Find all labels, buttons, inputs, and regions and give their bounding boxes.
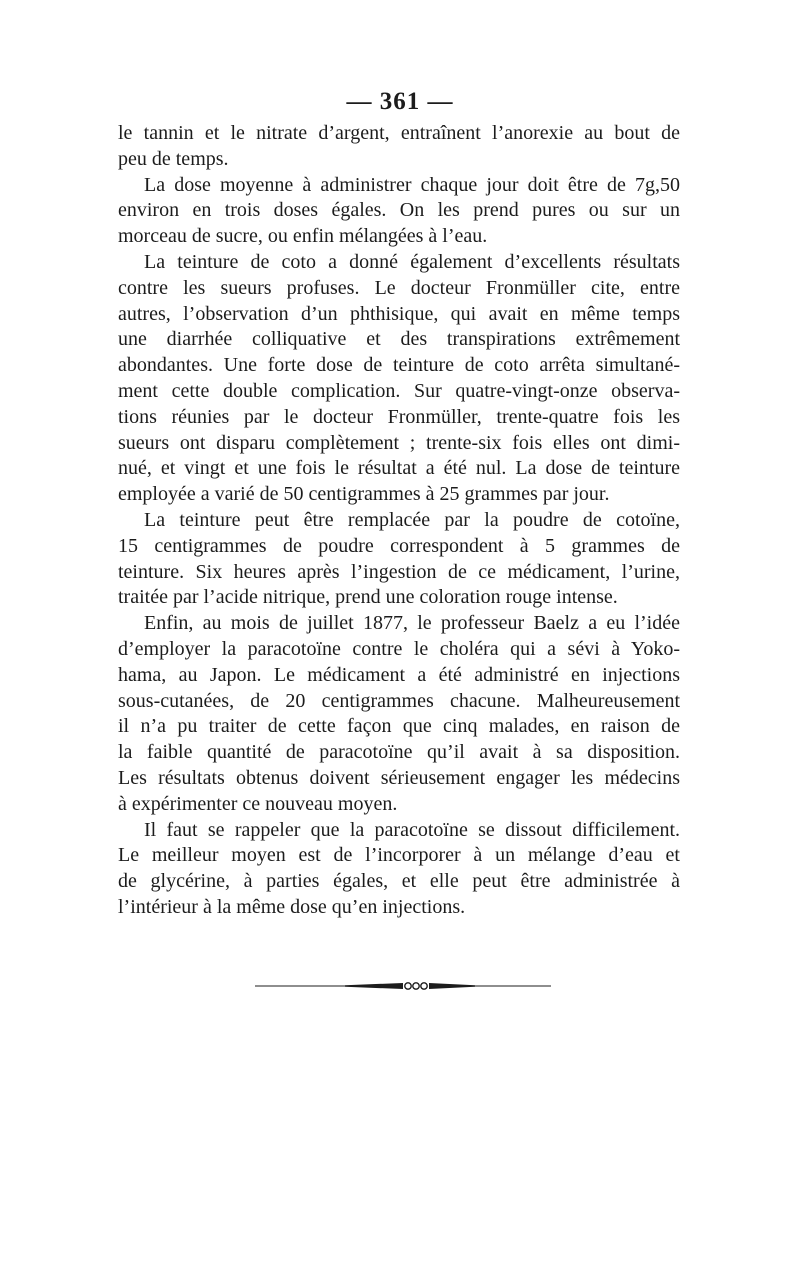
- text-line: tions réunies par le docteur Fronmüller, trente-quatre fois les: [118, 405, 680, 428]
- text-line: à expérimenter ce nouveau moyen.: [118, 792, 398, 815]
- text-line: peu de temps.: [118, 147, 229, 170]
- text-line: d’employer la paracotoïne contre le choléra qui a sévi à Yoko-: [118, 637, 680, 660]
- ornament-ring: [421, 983, 427, 989]
- text-line: nué, et vingt et une fois le résultat a été nul. La dose de teinture: [118, 457, 680, 480]
- text-line: contre les sueurs profuses. Le docteur Fronmüller cite, entre: [118, 276, 680, 299]
- text-line: le tannin et le nitrate d’argent, entraînent l’anorexie au bout de: [118, 122, 680, 144]
- text-line: employée a varié de 50 centigrammes à 25 grammes par jour.: [118, 483, 610, 506]
- text-line: sueurs ont disparu complètement ; trente-six fois elles ont dimi-: [118, 431, 680, 454]
- text-line: abondantes. Une forte dose de teinture de coto arrêta simultané-: [118, 354, 680, 377]
- ornament-taper-right: [429, 983, 475, 989]
- paragraph-start-line: La teinture peut être remplacée par la poudre de cotoïne,: [144, 508, 680, 531]
- text-line: l’intérieur à la même dose qu’en injections.: [118, 895, 466, 918]
- paragraph-start-line: La teinture de coto a donné également d’excellents résultats: [144, 250, 680, 273]
- ornament-ring: [405, 983, 411, 989]
- text-line: morceau de sucre, ou enfin mélangées à l’eau.: [118, 225, 488, 248]
- ornament-ring: [413, 983, 419, 989]
- text-line: environ en trois doses égales. On les prend pures ou sur un: [118, 199, 680, 222]
- text-line: Les résultats obtenus doivent sérieusement engager les médecins: [118, 766, 680, 789]
- text-line: de glycérine, à parties égales, et elle peut être administrée à: [118, 870, 680, 893]
- text-line: ment cette double complication. Sur quatre-vingt-onze observa-: [118, 379, 680, 402]
- page-number: — 361 —: [346, 88, 454, 115]
- text-line: sous-cutanées, de 20 centigrammes chacune. Malheureusement: [118, 689, 680, 712]
- text-line: une diarrhée colliquative et des transpirations extrêmement: [118, 328, 680, 351]
- body-text: [118, 121, 680, 921]
- text-line: 15 centigrammes de poudre correspondent à 5 grammes de: [118, 534, 680, 557]
- text-line: il n’a pu traiter de cette façon que cinq malades, en raison de: [118, 715, 680, 738]
- ornament-taper-left: [345, 983, 403, 989]
- paragraph-start-line: Enfin, au mois de juillet 1877, le professeur Baelz a eu l’idée: [144, 612, 680, 635]
- text-line: autres, l’observation d’un phthisique, qui avait en même temps: [118, 302, 680, 325]
- text-line: la faible quantité de paracotoïne qu’il avait à sa disposition.: [118, 741, 680, 764]
- text-line: hama, au Japon. Le médicament a été administré en injections: [118, 663, 680, 686]
- paragraph-start-line: La dose moyenne à administrer chaque jour doit être de 7g,50: [144, 173, 680, 196]
- text-line: traitée par l’acide nitrique, prend une coloration rouge intense.: [118, 586, 618, 609]
- text-line: teinture. Six heures après l’ingestion de ce médicament, l’urine,: [118, 560, 680, 583]
- paragraph-start-line: Il faut se rappeler que la paracotoïne se dissout difficilement.: [144, 818, 680, 841]
- text-line: Le meilleur moyen est de l’incorporer à un mélange d’eau et: [118, 844, 680, 867]
- end-ornament: [255, 979, 551, 993]
